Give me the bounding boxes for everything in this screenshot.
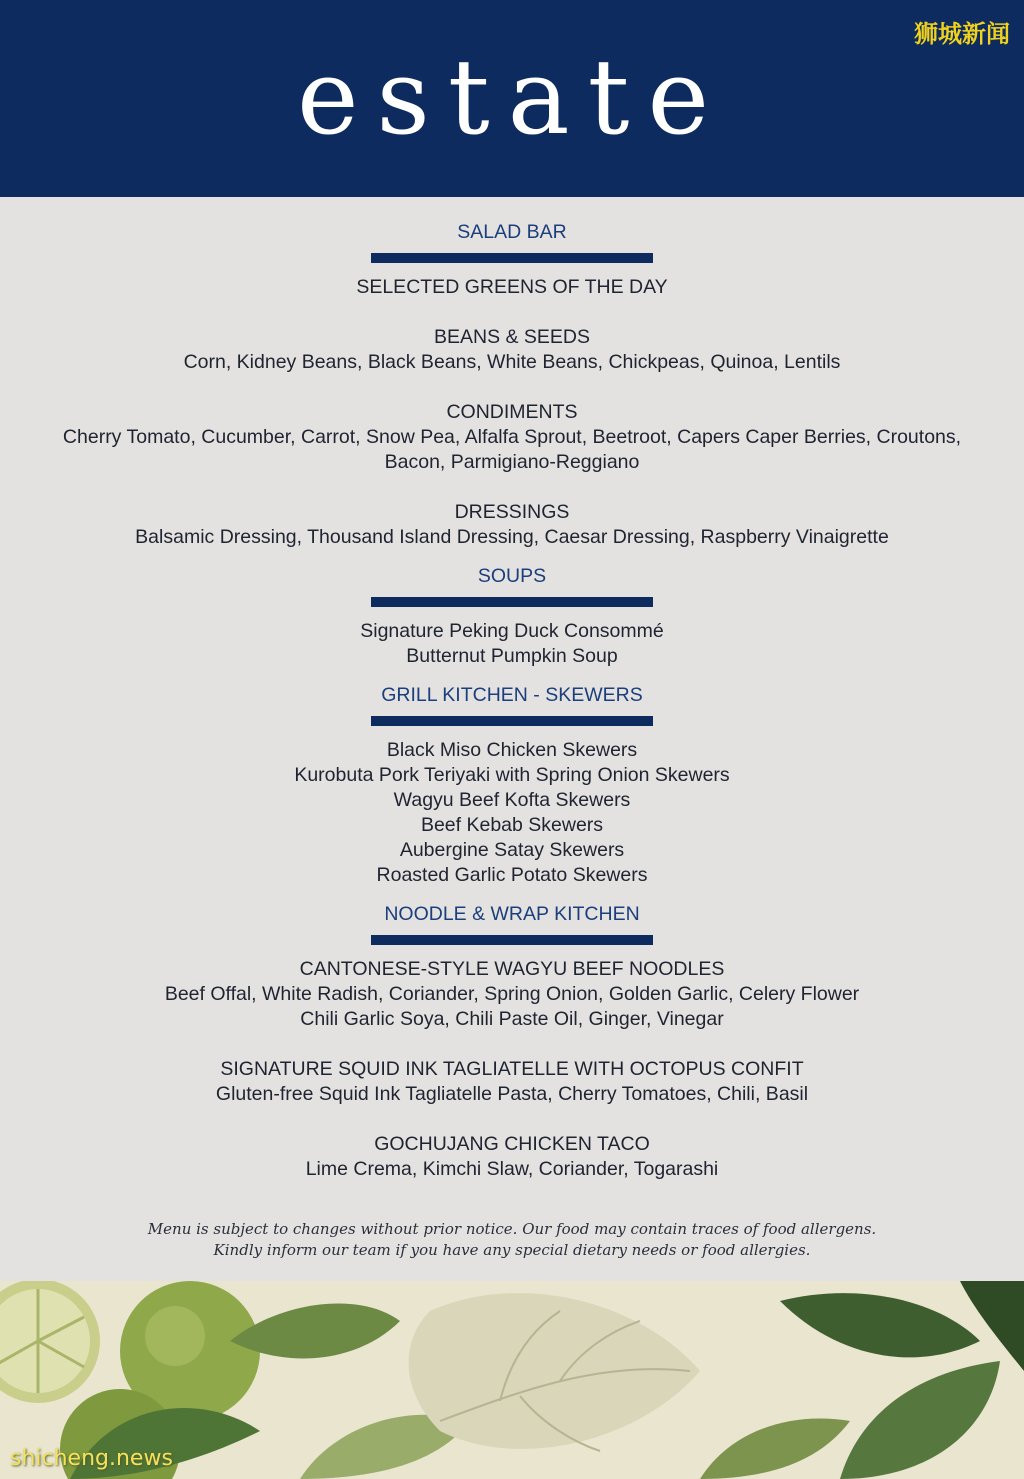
menu-item: Bacon, Parmigiano-Reggiano bbox=[384, 451, 640, 473]
group-heading: DRESSINGS bbox=[454, 501, 570, 523]
menu-group bbox=[0, 957, 1024, 1032]
menu-item: Chili Garlic Soya, Chili Paste Oil, Ginger, Vinegar bbox=[300, 1008, 724, 1030]
group-heading: SIGNATURE SQUID INK TAGLIATELLE WITH OCTOPUS CONFIT bbox=[220, 1058, 804, 1080]
group-heading: GOCHUJANG CHICKEN TACO bbox=[374, 1133, 650, 1155]
allergen-note bbox=[0, 1219, 1024, 1261]
menu-group bbox=[0, 275, 1024, 300]
menu-item: Aubergine Satay Skewers bbox=[399, 839, 625, 861]
watermark-top: 狮城新闻 bbox=[914, 20, 1010, 48]
menu-body bbox=[0, 220, 1024, 1207]
section-title: SALAD BAR bbox=[457, 221, 567, 243]
menu-item: Corn, Kidney Beans, Black Beans, White Beans, Chickpeas, Quinoa, Lentils bbox=[183, 351, 841, 373]
menu-group bbox=[0, 1057, 1024, 1107]
menu-item: Signature Peking Duck Consommé bbox=[360, 620, 664, 642]
menu-group bbox=[0, 500, 1024, 550]
estate-logo: estate bbox=[296, 36, 728, 158]
menu-item: Butternut Pumpkin Soup bbox=[406, 645, 618, 667]
menu-group bbox=[0, 738, 1024, 888]
header-banner bbox=[0, 0, 1024, 197]
group-heading: SELECTED GREENS OF THE DAY bbox=[356, 276, 668, 298]
menu-group bbox=[0, 325, 1024, 375]
section-divider bbox=[371, 935, 653, 945]
menu-item: Lime Crema, Kimchi Slaw, Coriander, Togarashi bbox=[305, 1158, 719, 1180]
allergen-note-line: Kindly inform our team if you have any special dietary needs or food allergies. bbox=[213, 1241, 811, 1259]
section-divider bbox=[371, 253, 653, 263]
menu-group bbox=[0, 400, 1024, 475]
menu-item: Gluten-free Squid Ink Tagliatelle Pasta, Cherry Tomatoes, Chili, Basil bbox=[215, 1083, 809, 1105]
section-title: NOODLE & WRAP KITCHEN bbox=[384, 903, 640, 925]
section-grill-kitchen bbox=[0, 683, 1024, 888]
watermark-bottom: shicheng.news bbox=[10, 1446, 173, 1471]
section-title: SOUPS bbox=[477, 565, 547, 587]
group-heading: BEANS & SEEDS bbox=[433, 326, 591, 348]
menu-item: Cherry Tomato, Cucumber, Carrot, Snow Pea, Alfalfa Sprout, Beetroot, Capers Caper Berries, Croutons, bbox=[62, 426, 962, 448]
group-heading: CANTONESE-STYLE WAGYU BEEF NOODLES bbox=[299, 958, 725, 980]
allergen-note-line: Menu is subject to changes without prior notice. Our food may contain traces of food allergens. bbox=[147, 1220, 877, 1238]
botanical-artwork bbox=[0, 1281, 1024, 1479]
section-divider bbox=[371, 716, 653, 726]
section-divider bbox=[371, 597, 653, 607]
section-salad-bar bbox=[0, 220, 1024, 550]
menu-group bbox=[0, 1132, 1024, 1182]
menu-item: Kurobuta Pork Teriyaki with Spring Onion Skewers bbox=[294, 764, 730, 786]
menu-item: Wagyu Beef Kofta Skewers bbox=[393, 789, 631, 811]
menu-item: Roasted Garlic Potato Skewers bbox=[376, 864, 648, 886]
group-heading: CONDIMENTS bbox=[446, 401, 578, 423]
menu-item: Beef Offal, White Radish, Coriander, Spring Onion, Golden Garlic, Celery Flower bbox=[164, 983, 860, 1005]
menu-group bbox=[0, 619, 1024, 669]
menu-item: Beef Kebab Skewers bbox=[420, 814, 604, 836]
menu-item: Balsamic Dressing, Thousand Island Dressing, Caesar Dressing, Raspberry Vinaigrette bbox=[135, 526, 889, 548]
section-title: GRILL KITCHEN - SKEWERS bbox=[381, 684, 643, 706]
menu-item: Black Miso Chicken Skewers bbox=[386, 739, 638, 761]
section-noodle-wrap-kitchen bbox=[0, 902, 1024, 1182]
section-soups bbox=[0, 564, 1024, 669]
